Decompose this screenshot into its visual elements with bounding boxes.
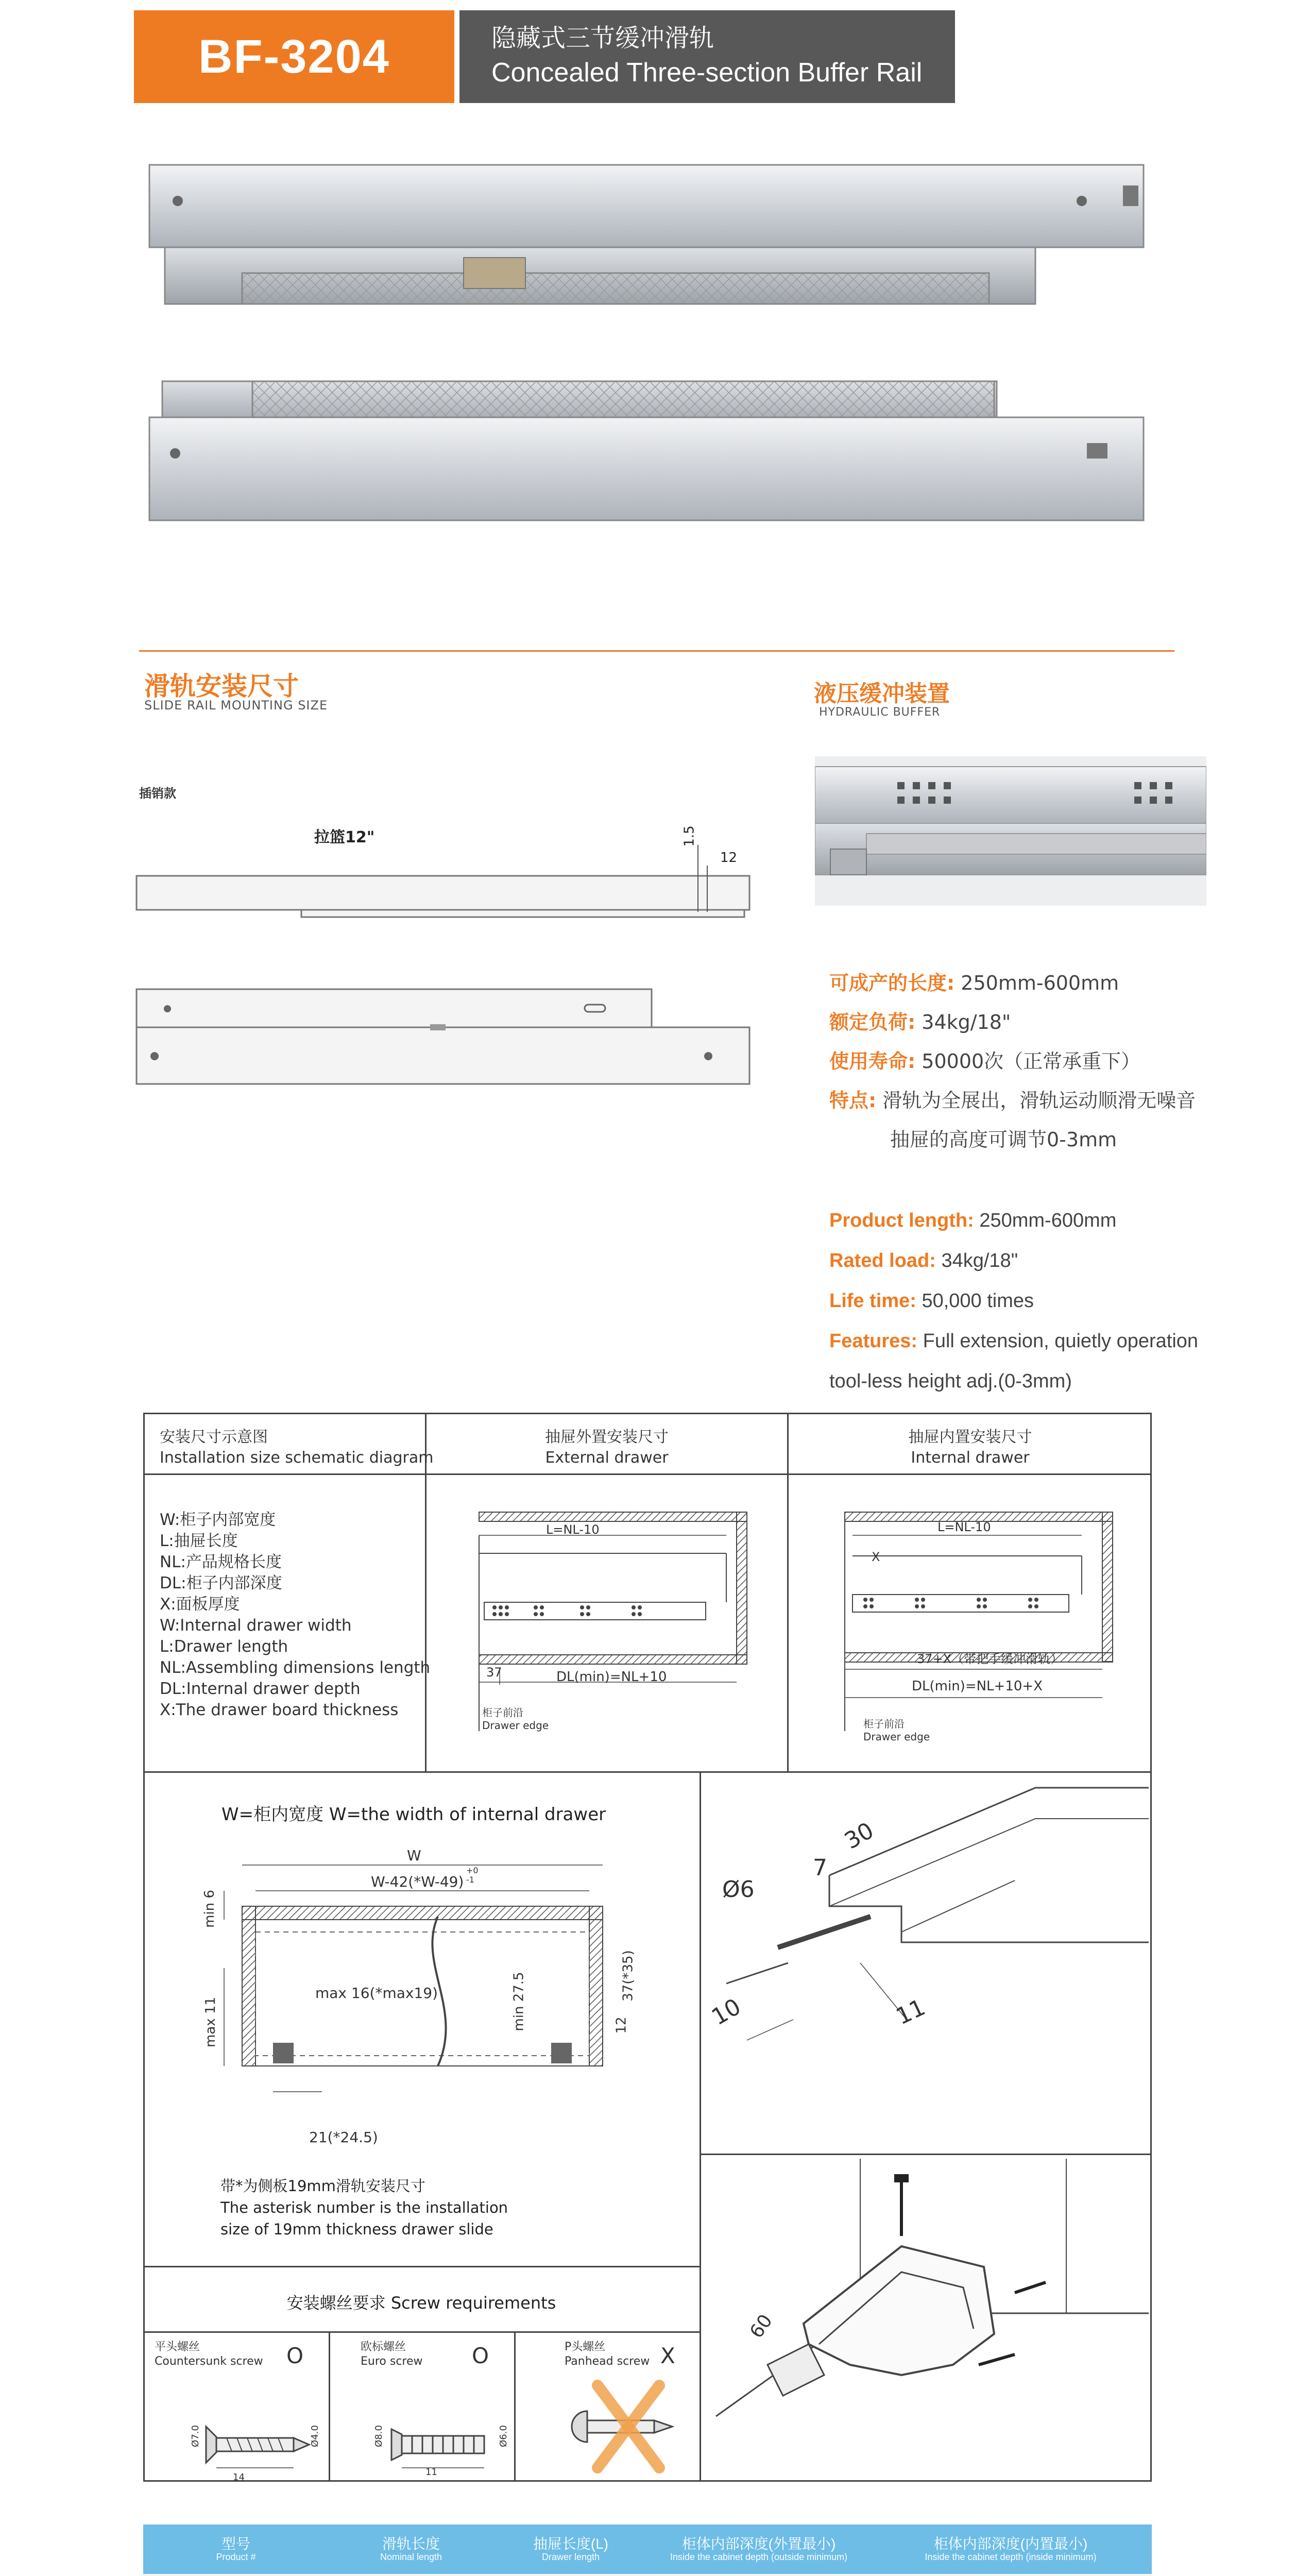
spec-cn-life: 使用寿命: 50000次（正常承重下）	[829, 1050, 1141, 1073]
ext-edge: 柜子前沿 Drawer edge	[482, 1706, 549, 1732]
mounting-tag: 插销款	[139, 786, 176, 801]
install-legend: W:柜子内部宽度 L:抽屉长度 NL:产品规格长度 DL:柜子内部深度 X:面板厚度 W:Internal drawer width L:Drawer length NL:Assembling dimensions length DL:Internal drawer depth X:The drawer board thickness	[160, 1511, 431, 1719]
spec-cn-length: 可成产的长度: 250mm-600mm	[829, 972, 1119, 994]
model-badge	[134, 10, 454, 103]
install-col3-header: 抽屉内置安装尺寸 Internal drawer	[908, 1428, 1032, 1467]
countersunk-d1: Ø7.0	[190, 2425, 201, 2447]
screw-countersunk-mark: O	[286, 2343, 304, 2368]
int-dl-label: DL(min)=NL+10+X	[912, 1679, 1043, 1694]
width-d12: 12	[613, 2016, 629, 2034]
screw-euro-mark: O	[472, 2343, 489, 2368]
product-photo	[134, 155, 1164, 546]
countersunk-d2: Ø4.0	[309, 2425, 320, 2447]
specs-en	[829, 1200, 1252, 1401]
title-banner	[459, 10, 955, 103]
product-table	[143, 2524, 1152, 2576]
col-drawer-length: 抽屉长度(L) Drawer length	[493, 2524, 648, 2574]
ext-l-label: L=NL-10	[546, 1522, 600, 1537]
width-max11: max 11	[203, 1997, 218, 2047]
width-min275: min 27.5	[511, 1972, 527, 2031]
mounting-title-en: SLIDE RAIL MOUNTING SIZE	[144, 698, 328, 713]
countersunk-len: 14	[233, 2472, 245, 2483]
width-w: W	[407, 1847, 421, 1864]
spec-en-feature-extra: tool-less height adj.(0-3mm)	[829, 1370, 1072, 1392]
euro-len: 11	[425, 2467, 437, 2478]
screw-countersunk-label: 平头螺丝 Countersunk screw	[155, 2341, 263, 2368]
mounting-title-cn: 滑轨安装尺寸	[144, 671, 299, 701]
drill-d6: Ø6	[722, 1876, 755, 1903]
install-col1-header: 安装尺寸示意图 Installation size schematic diagram	[160, 1428, 434, 1467]
int-edge: 柜子前沿 Drawer edge	[863, 1718, 930, 1743]
screw-title: 安装螺丝要求 Screw requirements	[286, 2293, 556, 2313]
buffer-title-en: HYDRAULIC BUFFER	[819, 706, 941, 719]
model-number: BF-3204	[198, 30, 390, 83]
title-cn: 隐藏式三节缓冲滑轨	[491, 24, 714, 53]
width-min6: min 6	[201, 1890, 217, 1928]
install-col2-header: 抽屉外置安装尺寸 External drawer	[545, 1428, 669, 1467]
spec-en-length: Product length: 250mm-600mm	[829, 1210, 1117, 1231]
euro-d1: Ø8.0	[373, 2425, 384, 2447]
section-divider	[139, 650, 1174, 652]
drill-d11: 11	[892, 1994, 930, 2030]
mounting-diagram	[131, 814, 770, 1103]
bracket-d60: 60	[745, 2310, 777, 2343]
drill-d30: 30	[840, 1817, 878, 1855]
col-product: 型号 Product #	[143, 2524, 329, 2574]
ext-dim-37: 37	[486, 1665, 502, 1680]
mounting-dim-b: 12	[720, 850, 738, 866]
specs-cn	[829, 963, 1241, 1159]
width-max16: max 16(*max19)	[315, 1985, 438, 2002]
ext-dl-label: DL(min)=NL+10	[556, 1669, 667, 1685]
spec-en-life: Life time: 50,000 times	[829, 1290, 1034, 1312]
int-l-label: L=NL-10	[937, 1520, 991, 1534]
countersunk-screw-icon	[185, 2416, 319, 2473]
spec-cn-load: 额定负荷: 34kg/18"	[829, 1011, 1011, 1033]
width-note: 带*为侧板19mm滑轨安装尺寸 The asterisk number is the installation size of 19mm thickness drawer slide	[220, 2177, 508, 2238]
euro-screw-icon	[371, 2416, 505, 2473]
spec-en-feature: Features: Full extension, quietly operation	[829, 1330, 1199, 1352]
int-buffer-label: 37+X（带把手缓冲滑轨）	[917, 1652, 1063, 1666]
col-depth-inside: 柜体内部深度(内置最小) Inside the cabinet depth (inside minimum)	[869, 2524, 1152, 2574]
col-nominal: 滑轨长度 Nominal length	[329, 2524, 493, 2574]
width-w42: W-42(*W-49)	[371, 1873, 464, 1890]
width-tolerance: +0 -1	[466, 1866, 479, 1885]
buffer-title-cn: 液压缓冲装置	[814, 681, 950, 707]
drill-d7: 7	[813, 1855, 827, 1881]
mounting-dim-a: 1.5	[681, 825, 697, 847]
screw-euro-label: 欧标螺丝 Euro screw	[361, 2341, 423, 2368]
drill-detail-diagram	[706, 1777, 1149, 2148]
width-d37: 37(*35)	[620, 1950, 636, 2002]
screw-panhead-label: P头螺丝 Panhead screw	[565, 2341, 650, 2368]
table-row	[143, 2574, 1152, 2576]
panhead-screw-icon	[556, 2375, 690, 2478]
width-d21: 21(*24.5)	[309, 2129, 378, 2146]
basket-label: 拉篮12"	[314, 828, 375, 846]
screw-panhead-mark: X	[660, 2343, 675, 2368]
title-en: Concealed Three-section Buffer Rail	[491, 58, 923, 88]
col-depth-outside: 柜体内部深度(外置最小) Inside the cabinet depth (outside minimum)	[648, 2524, 869, 2574]
spec-cn-feature: 特点: 滑轨为全展出，滑轨运动顺滑无噪音	[829, 1089, 1196, 1112]
bracket-diagram	[706, 2159, 1149, 2478]
drill-d10: 10	[707, 1993, 745, 2031]
euro-d2: Ø6.0	[498, 2425, 509, 2447]
spec-cn-feature-extra: 抽屉的高度可调节0-3mm	[890, 1128, 1117, 1151]
buffer-photo	[815, 756, 1206, 906]
int-x-label: X	[872, 1550, 880, 1564]
spec-en-load: Rated load: 34kg/18"	[829, 1250, 1018, 1272]
width-title: W=柜内宽度 W=the width of internal drawer	[221, 1804, 606, 1825]
